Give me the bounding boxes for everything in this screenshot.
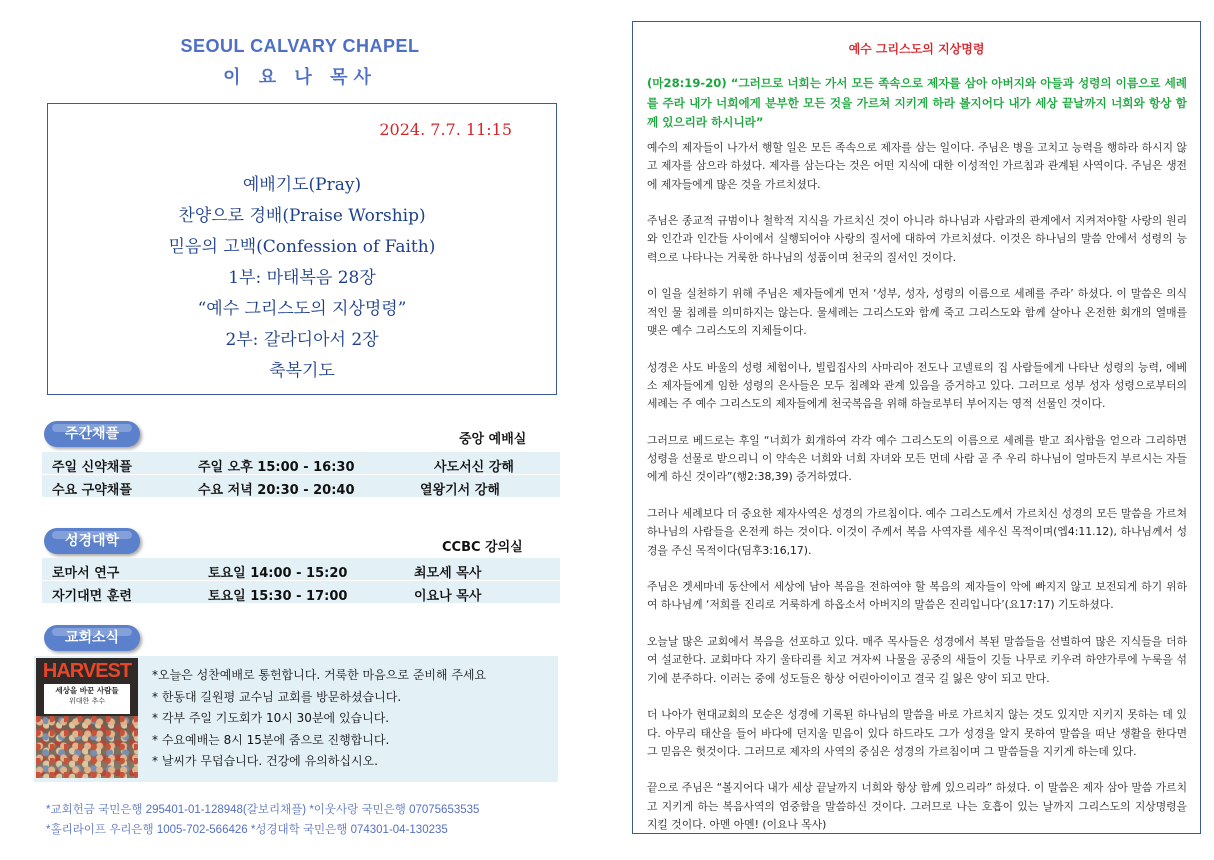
sermon-box xyxy=(632,21,1201,834)
sermon-paragraph: 주님은 종교적 규범이나 철학적 지식을 가르치신 것이 아니라 하나님과 사람과의 관계에서 지켜져야할 사랑의 원리와 인간과 인간들 사이에서 실행되어야 사랑의 질서에 대하여 가르치셨다. 이것은 하나님의 말씀 안에서 성령의 능력으로 나타나는 거룩한 하나님의 성품이며 천국의 질서인 것이다. xyxy=(647,214,1187,264)
list-item: * 한동대 길원평 교수님 교회를 방문하셨습니다. xyxy=(152,689,402,704)
book-crowd-illustration xyxy=(36,716,138,778)
table-row xyxy=(42,581,560,604)
order-item-benediction: 축복기도 xyxy=(269,361,335,381)
bible-college-table xyxy=(42,558,560,604)
order-item-part2: 2부: 갈라디아서 2장 xyxy=(225,330,379,350)
chapel-name: 수요 구약채플 xyxy=(52,483,132,498)
sermon-paragraph: 오늘날 많은 교회에서 복음을 선포하고 있다. 매주 목사들은 성경에서 복된 말씀들을 선별하여 많은 지식들을 더하여 설교한다. 교회마다 자기 울타리를 치고 겨자씨 나물을 공중의 새들이 깃들 나무로 키우려 하얀가루에 누룩을 섞기에 분주하다. 이러는 중에 성도들은 항상 어린아이이고 결국 길 잃은 양이 되고 만다. xyxy=(647,635,1187,685)
order-item-pray: 예배기도(Pray) xyxy=(242,175,362,195)
order-item-confession: 믿음의 고백(Confession of Faith) xyxy=(168,237,436,257)
news-list xyxy=(152,665,556,773)
list-item: * 수요예배는 8시 15분에 줌으로 진행합니다. xyxy=(152,732,390,747)
sermon-paragraph: 더 나아가 현대교회의 모순은 성경에 기록된 하나님의 말씀을 바로 가르치지 않는 것도 있지만 지키지 못하는 데 있다. 아무리 태산을 들어 바다에 던지울 믿음이 있다 하드라도 그가 성경을 알지 못하여 말씀을 떠난 생활을 한다면 그 믿음은 헛것이다. 그러므로 제자의 사역의 중심은 성경의 가르침이며 그 말씀들을 지키게 하는데 있다. xyxy=(647,708,1187,758)
service-order-box xyxy=(47,103,557,395)
chapel-book: 열왕기서 강해 xyxy=(420,483,500,498)
course-teacher: 이요나 목사 xyxy=(414,589,482,604)
sermon-body xyxy=(647,139,1187,853)
sermon-paragraph: 끝으로 주님은 “볼지어다 내가 세상 끝날까지 너희와 항상 함께 있으리라” 하셨다. 이 말씀은 제자 삼아 말씀 가르치고 지키게 하는 복음사역의 엄중함을 말씀하신 것이다. 그러므로 나는 호흡이 있는 날까지 그리스도의 지상명령을 지킬 것이다. 아멘 아멘! (이요나 목사) xyxy=(647,781,1187,831)
bank-info xyxy=(46,800,566,840)
list-item: *오늘은 성찬예배로 통헌합니다. 거룩한 마음으로 준비해 주세요 xyxy=(152,668,487,682)
church-news-box xyxy=(34,656,558,782)
chapel-name: 주일 신약채플 xyxy=(52,460,132,475)
chapel-time: 주일 오후 15:00 - 16:30 xyxy=(198,460,355,475)
weekly-chapel-location: 중앙 예배실 xyxy=(459,432,527,447)
service-order-list xyxy=(48,170,556,387)
course-name: 자기대면 훈련 xyxy=(52,589,132,604)
service-datetime: 2024. 7.7. 11:15 xyxy=(379,120,512,139)
sermon-paragraph: 그러나 세례보다 더 중요한 제자사역은 성경의 가르침이다. 예수 그리스도께서 가르치신 성경의 모든 말씀을 가르쳐 하나님의 사람들을 온전케 하는 것이다. 이것이 주께서 복음 사역자를 세우신 목적이며(엡4:11.12), 하나님께서 성경을 주신 목적이다(딤후3:16,17). xyxy=(647,506,1187,557)
weekly-chapel-table xyxy=(42,452,560,498)
course-teacher: 최모세 목사 xyxy=(414,566,482,581)
sermon-paragraph: 이 일을 실천하기 위해 주님은 제자들에게 먼저 ‘성부, 성자, 성령의 이름으로 세례를 주라’ 하셨다. 이 말씀은 의식적인 물 침례를 의미하지는 않는다. 물세례는 그리스도와 함께 죽고 그리스도와 함께 살아나 온전한 회개의 열매를 맺은 예수 그리스도의 지체들이다. xyxy=(647,287,1187,337)
course-time: 토요일 14:00 - 15:20 xyxy=(208,566,348,581)
order-item-praise: 찬양으로 경배(Praise Worship) xyxy=(178,206,426,226)
sermon-paragraph: 그러므로 베드로는 후일 “너희가 회개하여 각각 예수 그리스도의 이름으로 세례를 받고 죄사함을 얻으라 그리하면 성령을 선물로 받으리니 이 약속은 너희와 너희 자녀와 모든 먼데 사람 곧 주 우리 하나님이 얼마든지 부르시는 자들에게 하신 것이라”(행2:38,39) 증거하였다. xyxy=(647,433,1187,484)
table-row xyxy=(42,452,560,475)
book-subtitle-panel xyxy=(44,684,130,714)
sermon-title: 예수 그리스도의 지상명령 xyxy=(848,42,985,56)
bible-college-label: 성경대학 xyxy=(44,528,140,554)
bank-line-1: *교회헌금 국민은행 295401-01-128948(갈보리채플) *이웃사랑 국민은행 07075653535 xyxy=(46,804,480,816)
scripture-text: (마28:19-20) “그러므로 너희는 가서 모든 족속으로 제자를 삼아 아버지와 아들과 성령의 이름으로 세례를 주라 내가 너희에게 분부한 모든 것을 가르쳐 지키게 하라 볼지어다 내가 세상 끝날까지 너희와 항상 함께 있으리라 하시니라” xyxy=(647,76,1187,129)
bible-college-location: CCBC 강의실 xyxy=(442,540,523,555)
chapel-time: 수요 저녁 20:30 - 20:40 xyxy=(198,483,355,498)
book-title: HARVEST xyxy=(42,660,132,682)
table-row xyxy=(42,475,560,498)
church-news-label: 교회소식 xyxy=(44,625,140,651)
pastor-name: 이 요 나 목사 xyxy=(223,67,377,88)
book-subtitle: 세상을 바꾼 사람들 xyxy=(55,686,119,695)
list-item: * 날씨가 무덥습니다. 건강에 유의하십시오. xyxy=(152,754,378,768)
list-item: * 각부 주일 기도회가 10시 30분에 있습니다. xyxy=(152,711,390,725)
order-item-part1: 1부: 마태복음 28장 xyxy=(228,268,376,288)
sermon-paragraph: 주님은 겟세마네 동산에서 세상에 남아 복음을 전하여야 할 복음의 제자들이 악에 빠지지 않고 보전되게 하기 위하여 하나님께 ‘저희를 진리로 거룩하게 하옵소서 아버지의 말씀은 진리입니다’(요17:17) 기도하셨다. xyxy=(647,580,1187,612)
order-item-sermon-title: “예수 그리스도의 지상명령” xyxy=(197,299,407,319)
chapel-book: 사도서신 강해 xyxy=(434,460,514,475)
course-name: 로마서 연구 xyxy=(52,566,120,581)
course-time: 토요일 15:30 - 17:00 xyxy=(208,589,348,604)
bank-line-2: *홀리라이프 우리은행 1005-702-566426 *성경대학 국민은행 074301-04-130235 xyxy=(46,824,448,836)
book-cover-image xyxy=(36,658,138,778)
sermon-paragraph: 예수의 제자들이 나가서 행할 일은 모든 족속으로 제자를 삼는 일이다. 주님은 병을 고치고 능력을 행하라 하시지 않고 제자를 삼으라 하셨다. 제자를 삼는다는 것은 어떤 지식에 대한 이성적인 가르침과 관계된 사역이다. 주님은 생전에 제자들에게 많은 것을 가르치셨다. xyxy=(647,141,1187,191)
book-tagline: 위대한 추수 xyxy=(68,697,106,705)
sermon-paragraph: 성경은 사도 바울의 성령 체험이나, 빌립집사의 사마리아 전도나 고넬료의 집 사람들에게 나타난 성령의 능력, 에베소 제자들에게 임한 성령의 은사들은 모두 침례와 관계 있음을 증거하고 있다. 그러므로 성부 성자 성령으로부터의 세례는 주 예수 그리스도의 제자들에게 천국복음을 위해 하늘로부터 부어지는 영적 선물인 것이다. xyxy=(647,360,1187,411)
table-row xyxy=(42,558,560,581)
church-name: SEOUL CALVARY CHAPEL xyxy=(180,36,420,56)
weekly-chapel-label: 주간채플 xyxy=(44,421,140,447)
